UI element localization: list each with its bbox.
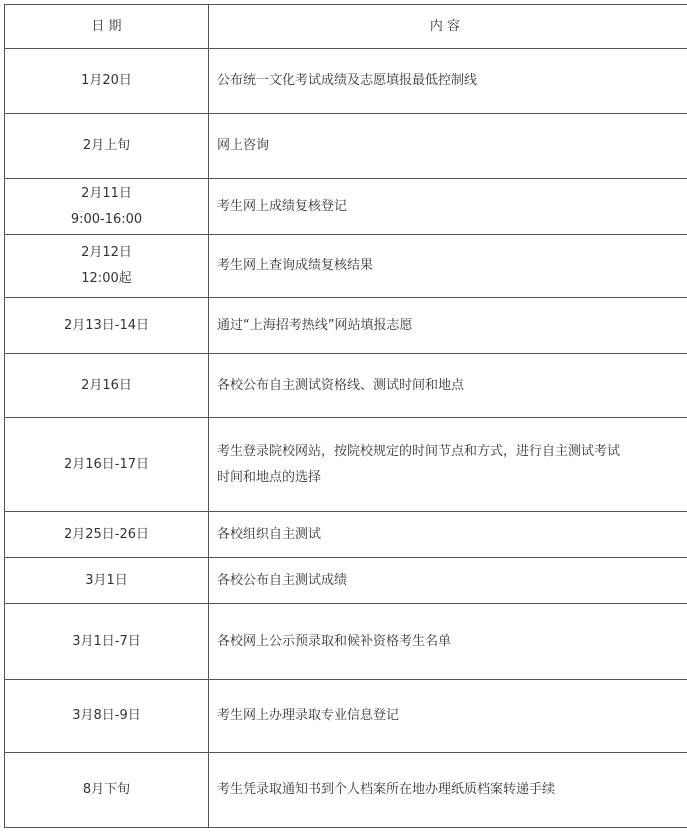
table-row bbox=[5, 235, 687, 298]
content-text: 各校公布自主测试资格线、测试时间和地点 bbox=[217, 377, 465, 393]
date-text: 3月1日-7日 bbox=[72, 633, 141, 649]
content-text: 考生登录院校网站，按院校规定的时间节点和方式，进行自主测试考试 bbox=[217, 443, 621, 459]
content-text: 考生网上成绩复核登记 bbox=[217, 198, 348, 214]
date-text: 2月13日-14日 bbox=[63, 317, 150, 333]
content-cell bbox=[209, 604, 687, 680]
table-row bbox=[5, 753, 687, 828]
content-text: 时间和地点的选择 bbox=[217, 469, 322, 485]
schedule-table-body bbox=[5, 5, 687, 828]
date-cell bbox=[5, 418, 209, 512]
header-content-cell: 内 容 bbox=[209, 5, 687, 49]
table-row bbox=[5, 298, 687, 354]
content-text: 公布统一文化考试成绩及志愿填报最低控制线 bbox=[217, 73, 478, 88]
date-cell bbox=[5, 179, 209, 235]
table-header-row bbox=[5, 5, 687, 49]
table-row bbox=[5, 114, 687, 179]
date-text: 2月上旬 bbox=[82, 138, 131, 153]
content-cell bbox=[209, 49, 687, 114]
date-cell bbox=[5, 298, 209, 354]
content-cell bbox=[209, 114, 687, 179]
date-text: 2月11日 bbox=[81, 185, 132, 201]
table-row bbox=[5, 512, 687, 558]
date-text: 9:00-16:00 bbox=[70, 211, 143, 227]
header-date-cell: 日 期 bbox=[5, 5, 209, 49]
table-row bbox=[5, 49, 687, 114]
date-text: 1月20日 bbox=[81, 73, 132, 88]
date-text: 12:00起 bbox=[81, 271, 132, 286]
content-text: 网上咨询 bbox=[217, 138, 270, 153]
date-text: 8月下旬 bbox=[82, 782, 131, 797]
content-text: 各校网上公示预录取和候补资格考生名单 bbox=[217, 633, 452, 649]
content-cell bbox=[209, 354, 687, 418]
content-text: 各校公布自主测试成绩 bbox=[217, 572, 348, 588]
content-cell bbox=[209, 418, 687, 512]
date-cell bbox=[5, 49, 209, 114]
table-row bbox=[5, 179, 687, 235]
date-cell bbox=[5, 354, 209, 418]
date-text: 2月16日-17日 bbox=[63, 456, 150, 472]
date-cell bbox=[5, 604, 209, 680]
schedule-table bbox=[4, 4, 687, 828]
date-text: 2月25日-26日 bbox=[63, 526, 150, 542]
table-row bbox=[5, 354, 687, 418]
content-text: 考生凭录取通知书到个人档案所在地办理纸质档案转递手续 bbox=[217, 782, 556, 797]
date-text: 3月8日-9日 bbox=[72, 708, 141, 723]
date-text: 2月16日 bbox=[81, 377, 132, 393]
content-cell bbox=[209, 298, 687, 354]
date-cell bbox=[5, 680, 209, 753]
table-row bbox=[5, 418, 687, 512]
content-cell bbox=[209, 753, 687, 828]
date-cell bbox=[5, 235, 209, 298]
date-text: 3月1日 bbox=[85, 572, 128, 588]
content-cell bbox=[209, 680, 687, 753]
content-cell bbox=[209, 235, 687, 298]
date-cell bbox=[5, 753, 209, 828]
table-row bbox=[5, 558, 687, 604]
table-row bbox=[5, 680, 687, 753]
content-text: 考生网上查询成绩复核结果 bbox=[217, 258, 374, 273]
content-text: 各校组织自主测试 bbox=[217, 526, 322, 542]
content-text: 通过“上海招考热线”网站填报志愿 bbox=[217, 317, 413, 333]
date-cell bbox=[5, 114, 209, 179]
date-text: 2月12日 bbox=[81, 245, 132, 260]
date-cell bbox=[5, 512, 209, 558]
date-cell bbox=[5, 558, 209, 604]
content-cell bbox=[209, 558, 687, 604]
content-text: 考生网上办理录取专业信息登记 bbox=[217, 708, 400, 723]
content-cell bbox=[209, 179, 687, 235]
content-cell bbox=[209, 512, 687, 558]
table-row bbox=[5, 604, 687, 680]
